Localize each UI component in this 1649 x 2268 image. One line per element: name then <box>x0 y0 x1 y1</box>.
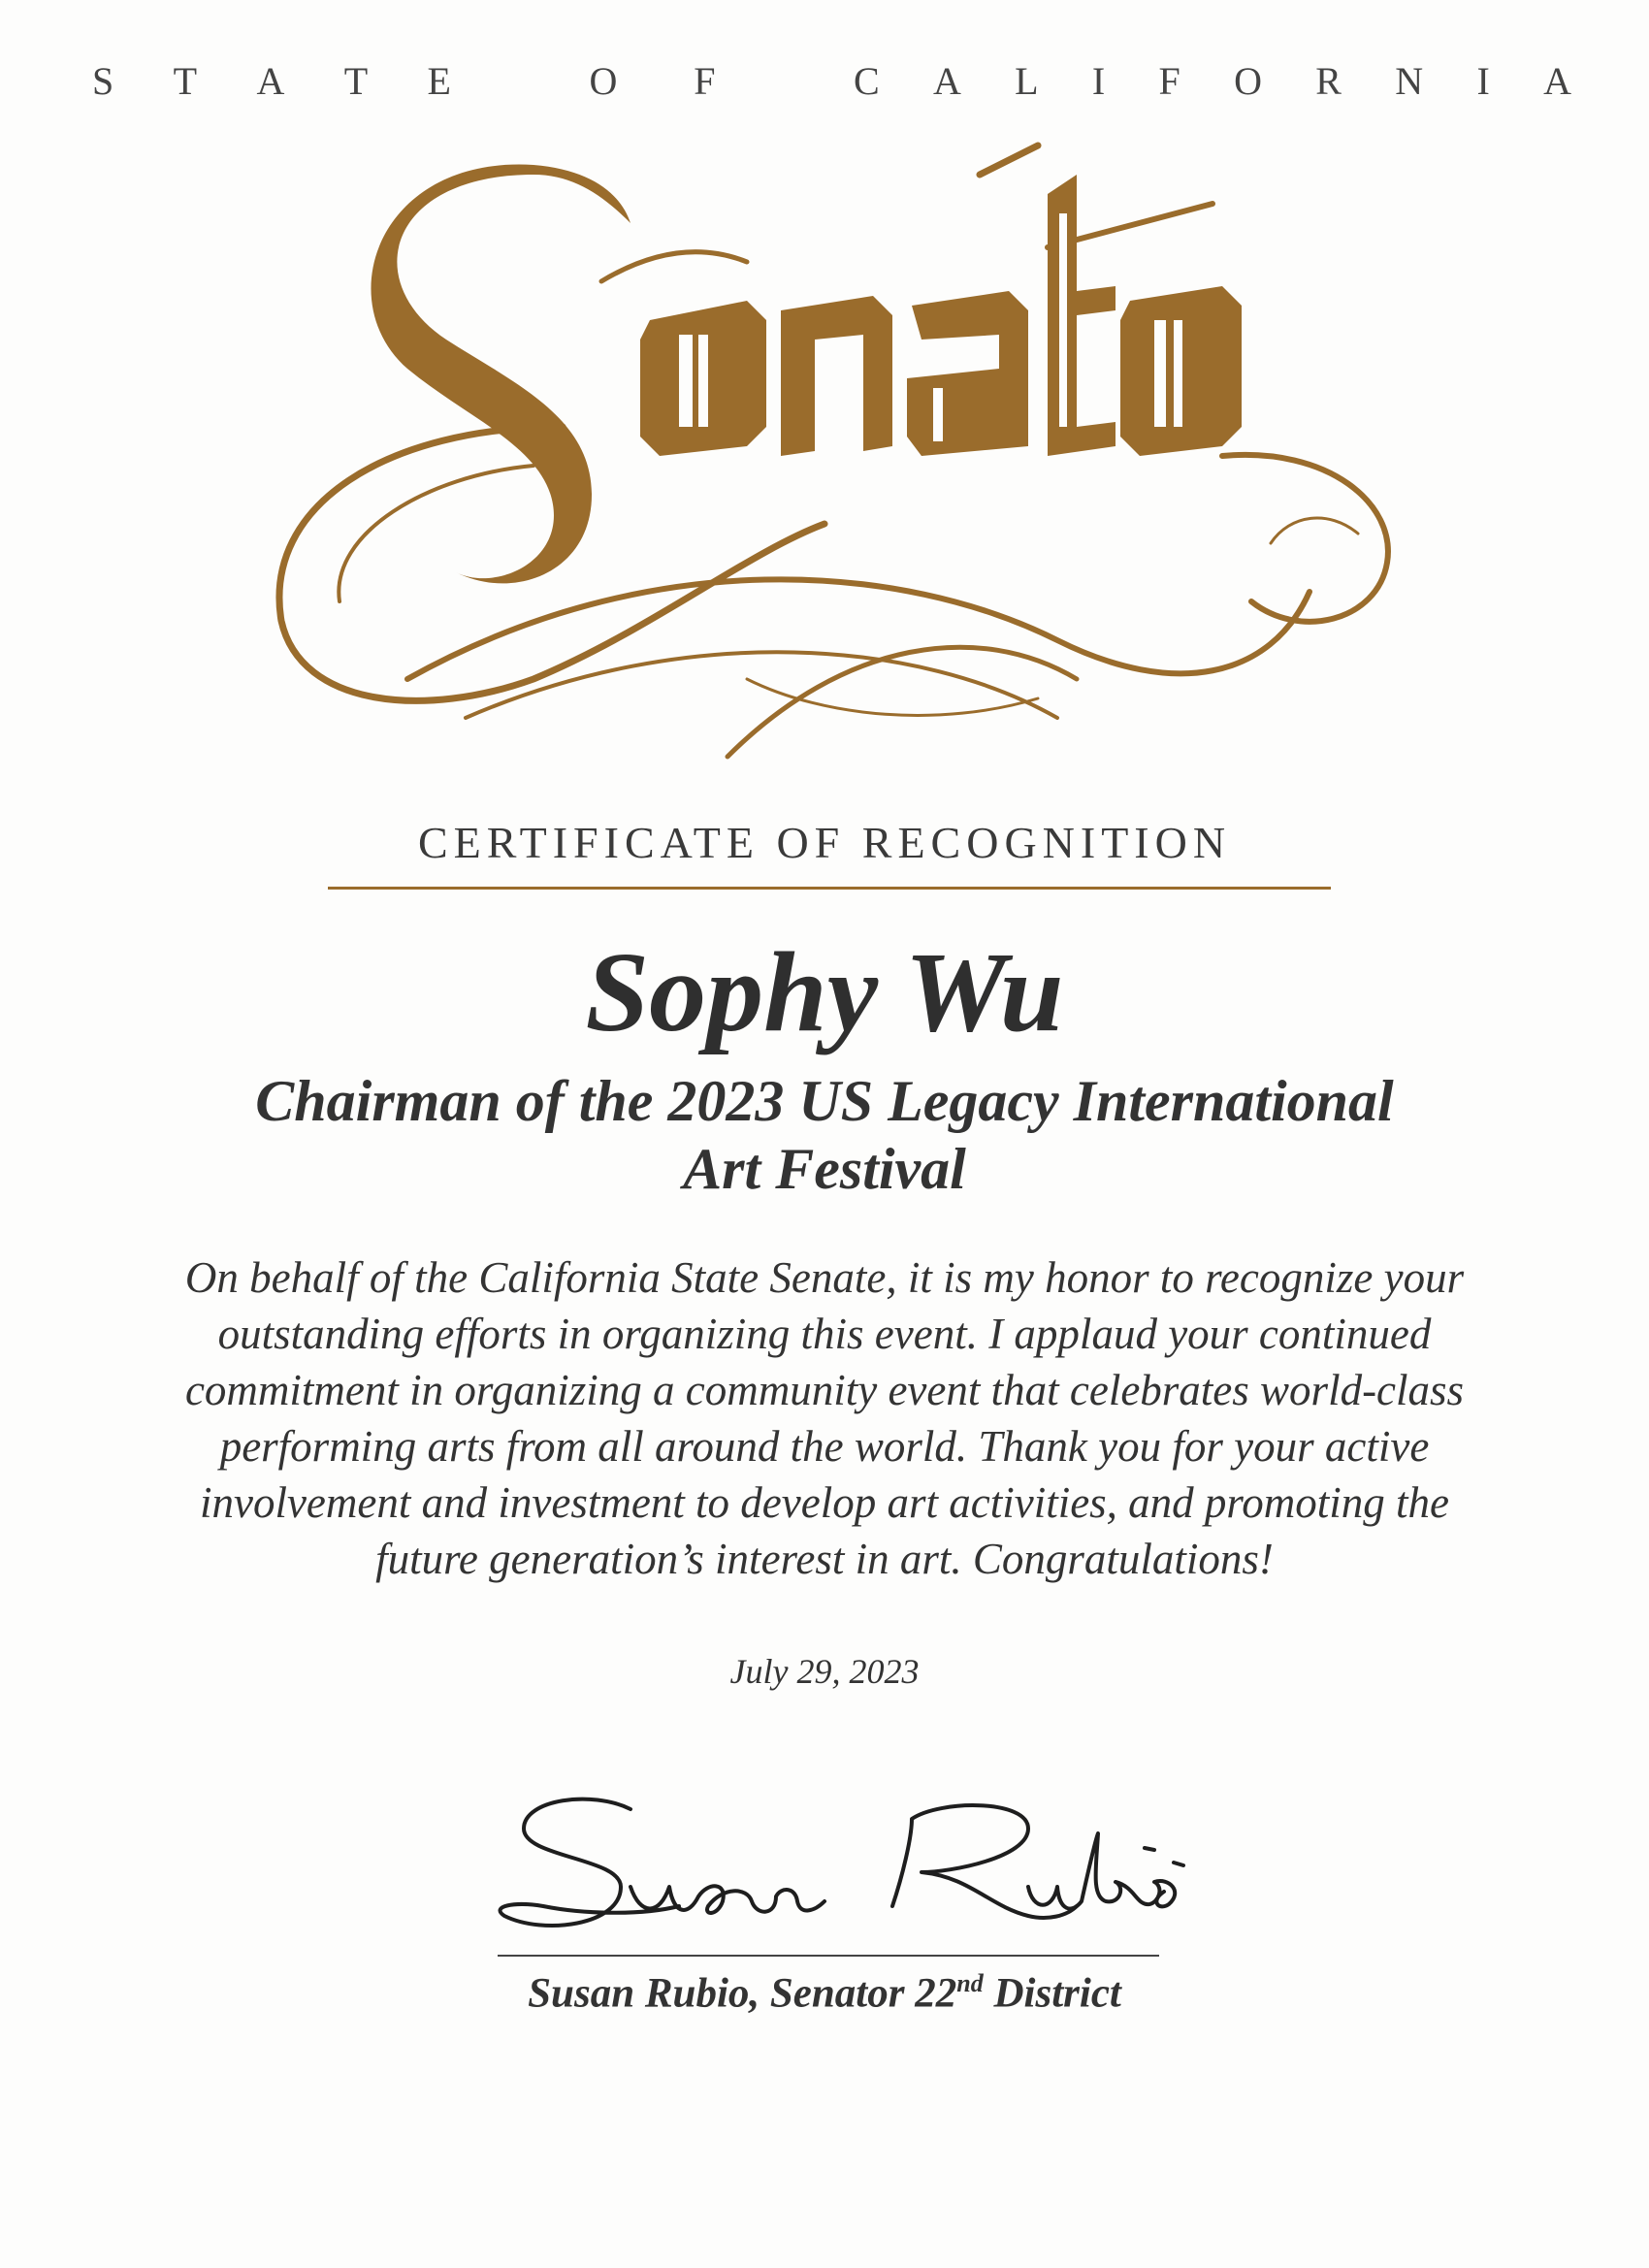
letter: F <box>694 59 716 103</box>
letter: I <box>1091 59 1106 103</box>
body-line: On behalf of the California State Senate, it is my honor to recognize your <box>184 1253 1465 1302</box>
signer-district: District <box>983 1970 1121 2017</box>
letter: R <box>1315 59 1342 103</box>
recipient-name: Sophy Wu <box>585 928 1064 1055</box>
gold-divider <box>328 887 1331 890</box>
senate-logo <box>242 136 1416 776</box>
ordinal-suffix: nd <box>956 1969 984 1997</box>
certificate-title: CERTIFICATE OF RECOGNITION <box>417 818 1232 867</box>
letter: I <box>1476 59 1490 103</box>
letter: T <box>173 59 198 103</box>
letter: E <box>427 59 451 103</box>
letter: N <box>1395 59 1424 103</box>
letter: L <box>1015 59 1039 103</box>
letter: A <box>1543 59 1571 103</box>
certificate-date: July 29, 2023 <box>729 1652 920 1691</box>
recipient-role <box>97 1067 1552 1203</box>
letter: C <box>854 59 880 103</box>
state-word-of <box>590 58 716 104</box>
letter: O <box>589 59 618 103</box>
letter: T <box>343 59 369 103</box>
letter: S <box>92 59 114 103</box>
body-line: performing arts from all around the world. Thank you for your active <box>219 1422 1430 1471</box>
signature-line <box>498 1955 1159 1957</box>
body-line: future generation’s interest in art. Congratulations! <box>375 1535 1274 1583</box>
role-line-1: Chairman of the 2023 US Legacy International <box>255 1069 1394 1133</box>
letter: A <box>256 59 285 103</box>
letter: O <box>1234 59 1262 103</box>
body-line: commitment in organizing a community event that celebrates world-class <box>184 1366 1465 1414</box>
state-word-state <box>92 58 451 104</box>
recognition-text <box>107 1249 1542 1587</box>
body-line: involvement and investment to develop art activities, and promoting the <box>199 1478 1450 1527</box>
state-of-california-heading <box>92 58 1571 104</box>
handwritten-signature <box>485 1780 1203 1955</box>
signer-name-title <box>0 1969 1649 2017</box>
letter: F <box>1158 59 1180 103</box>
role-line-2: Art Festival <box>683 1137 966 1201</box>
state-word-california <box>854 58 1571 104</box>
signer-name: Susan Rubio, Senator 22 <box>528 1970 957 2017</box>
body-line: outstanding efforts in organizing this event. I applaud your continued <box>217 1310 1432 1358</box>
letter: A <box>932 59 961 103</box>
